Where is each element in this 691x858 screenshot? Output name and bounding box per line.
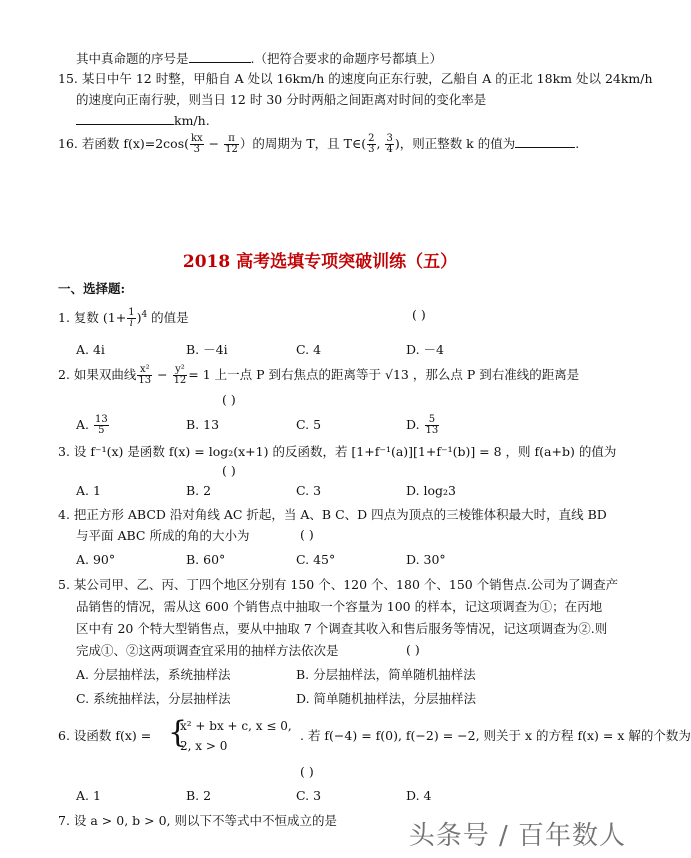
q1-answer-paren: ( )	[412, 307, 426, 322]
q16-post: )，则正整数 k 的值为	[394, 136, 516, 151]
q1-option-d: D. －4	[406, 342, 444, 357]
q2-stem-a: 2. 如果双曲线	[58, 367, 137, 382]
fraction-1-i: $\frac{1}{i}$	[128, 307, 135, 330]
q3-option-a: A. 1	[76, 483, 101, 498]
fraction-5-13: $\frac{5}{13}$	[425, 414, 439, 436]
q5-option-b: B. 分层抽样法，简单随机抽样法	[296, 667, 476, 682]
fraction-13-5: $\frac{13}{5}$	[95, 414, 108, 436]
q2-option-a	[76, 412, 110, 438]
q15-line-2: 的速度向正南行驶，则当日 12 时 30 分时两船之间距离对时间的变化率是	[76, 92, 487, 107]
prev-question-tail	[76, 50, 442, 68]
q6-option-a: A. 1	[76, 788, 101, 803]
fraction-pi-12: $\frac{\pi}{12}$	[225, 133, 238, 155]
prev-line-text: 其中真命题的序号是	[76, 51, 189, 66]
q6-stem-a: 6. 设函数 f(x) =	[58, 728, 152, 743]
q1-option-a: A. 4i	[76, 342, 105, 357]
q4-option-b: B. 60°	[186, 552, 226, 567]
q6-option-c: C. 3	[296, 788, 322, 803]
q3-answer-paren: ( )	[222, 463, 236, 478]
q6-stem-b: . 若 f(−4) = f(0), f(−2) = −2, 则关于 x 的方程 f(x) = x 解的个数为	[300, 728, 691, 743]
q2-option-c: C. 5	[296, 417, 322, 432]
answer-blank	[76, 112, 174, 125]
q4-option-d: D. 30°	[406, 552, 446, 567]
q5-option-d: D. 简单随机抽样法，分层抽样法	[296, 691, 477, 706]
q2-stem: 2. 如果双曲线 $\frac{\text{x²}}{13}$ − $\frac{\text{y²}}{12}$ = 1 上一点 P 到右焦点的距离等于 √13 ，那么点 P 到右准线的距离是	[58, 364, 580, 386]
q2-option-a-label: A.	[76, 417, 90, 432]
q7-stem: 7. 设 a > 0, b > 0, 则以下不等式中不恒成立的是	[58, 813, 337, 828]
q5-answer-paren: ( )	[406, 642, 420, 657]
q1-stem-c: 的值是	[151, 310, 189, 326]
q6-option-d: D. 4	[406, 788, 432, 803]
q6-case-1: x² + bx + c, x ≤ 0,	[180, 719, 292, 733]
q1-stem-a: 1. 复数 (1+	[58, 310, 127, 326]
piecewise-brace: {	[168, 715, 188, 750]
q4-stem-line-1: 4. 把正方形 ABCD 沿对角线 AC 折起，当 A、B C、D 四点为顶点的三棱锥体积最大时，直线 BD	[58, 507, 607, 522]
q6-option-b: B. 2	[186, 788, 212, 803]
q2-option-d	[406, 412, 440, 438]
q16: 16. 若函数 f(x)=2cos( $\frac{kx}{3}$ − $\frac{\pi}{12}$ ）的周期为 T，且 T∈( $\frac{2}{3}$ , $\frac{3}{4}$ )，则正整数 k 的值为 .	[58, 133, 580, 155]
q2-option-d-label: D.	[406, 417, 420, 432]
answer-blank	[515, 135, 575, 148]
q4-option-c: C. 45°	[296, 552, 336, 567]
q3-option-c: C. 3	[296, 483, 322, 498]
q5-option-c: C. 系统抽样法，分层抽样法	[76, 691, 231, 706]
fraction-x2-13: $\frac{\text{x²}}{13}$	[138, 364, 152, 386]
q6-answer-paren: ( )	[300, 764, 314, 779]
q5-stem-line-1: 5. 某公司甲、乙、丙、丁四个地区分别有 150 个、120 个、180 个、150 个销售点.公司为了调查产	[58, 577, 619, 592]
q3-option-d: D. log₂3	[406, 483, 457, 498]
q2-answer-paren: ( )	[222, 392, 236, 407]
q6-case-2: 2, x > 0	[180, 739, 228, 753]
fraction-3-4: $\frac{3}{4}$	[386, 133, 393, 155]
fraction-y2-12: $\frac{\text{y²}}{12}$	[173, 364, 187, 386]
q1-option-c: C. 4	[296, 342, 322, 357]
q1-stem-b: )	[136, 310, 142, 326]
q15-unit: km/h.	[174, 113, 210, 128]
exponent-4: 4	[141, 310, 148, 320]
q15-line-3	[76, 112, 210, 130]
q4-answer-paren: ( )	[300, 527, 314, 542]
q2-stem-b: = 1 上一点 P 到右焦点的距离等于 √13 ，那么点 P 到右准线的距离是	[188, 367, 580, 382]
q2-option-b: B. 13	[186, 417, 220, 432]
q1-stem	[58, 303, 189, 330]
q16-end: .	[575, 136, 580, 151]
q5-stem-line-2: 品销售的情况，需从这 600 个销售点中抽取一个容量为 100 的样本，记这项调查为①；在丙地	[76, 599, 603, 614]
prev-line-tail: .（把符合要求的命题序号都填上）	[250, 51, 442, 66]
q5-stem-line-3: 区中有 20 个特大型销售点，要从中抽取 7 个调查其收入和售后服务等情况，记这项调查为②.则	[76, 621, 608, 636]
fraction-kx-3: $\frac{kx}{3}$	[191, 133, 203, 155]
q4-option-a: A. 90°	[76, 552, 116, 567]
q5-stem-line-4: 完成①、②这两项调查宜采用的抽样方法依次是	[76, 643, 339, 658]
answer-blank	[189, 50, 251, 63]
fraction-2-3: $\frac{2}{3}$	[368, 133, 375, 155]
page-title: 2018 高考选填专项突破训练（五）	[182, 252, 458, 272]
q16-pre: 16. 若函数 f(x)=2cos(	[58, 136, 189, 151]
q1-option-b: B. －4i	[186, 342, 228, 357]
q3-stem: 3. 设 f⁻¹(x) 是函数 f(x) = log₂(x+1) 的反函数，若 [1+f⁻¹(a)][1+f⁻¹(b)] = 8 ，则 f(a+b) 的值为	[58, 444, 617, 459]
q16-mid: ）的周期为 T，且 T∈(	[239, 136, 367, 151]
q3-option-b: B. 2	[186, 483, 212, 498]
q15-line-1: 15. 某日中午 12 时整，甲船自 A 处以 16km/h 的速度向正东行驶，乙船自 A 的正北 18km 处以 24km/h	[58, 71, 653, 86]
watermark: 头条号 / 百年数人	[408, 821, 626, 851]
q4-stem-line-2: 与平面 ABC 所成的角的大小为	[76, 528, 250, 543]
q5-option-a: A. 分层抽样法，系统抽样法	[76, 667, 231, 682]
section-heading: 一、选择题:	[58, 281, 126, 296]
